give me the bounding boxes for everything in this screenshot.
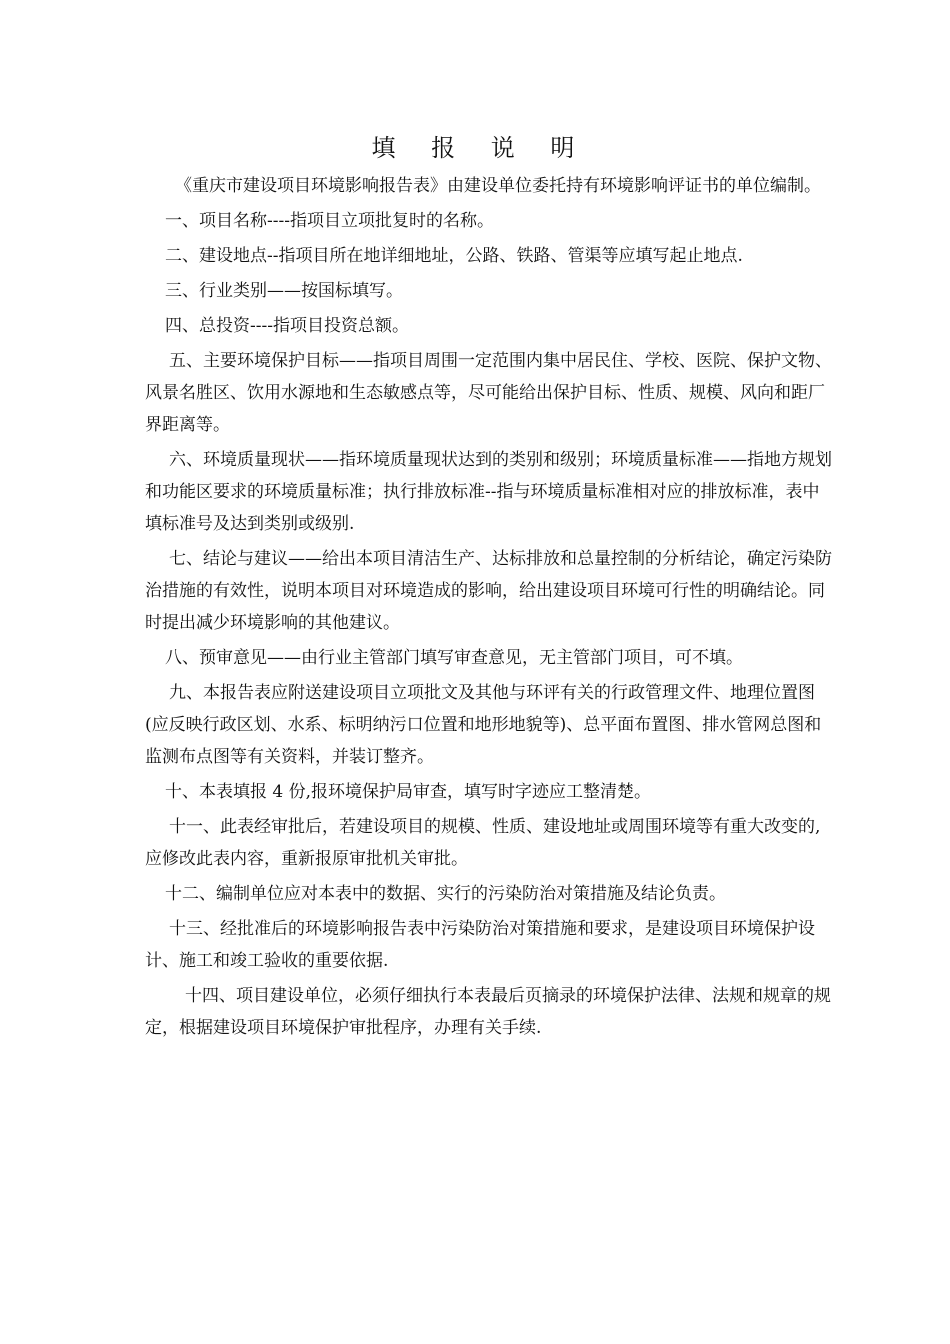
- instruction-paragraph: 八、预审意见——由行业主管部门填写审查意见，无主管部门项目，可不填。: [165, 648, 743, 668]
- instruction-paragraph: 十三、经批准后的环境影响报告表中污染防治对策措施和要求，是建设项目环境保护设计、施工和竣工验收的重要依据.: [145, 919, 815, 971]
- instruction-paragraph: 《重庆市建设项目环境影响报告表》由建设单位委托持有环境影响评证书的单位编制。: [175, 176, 821, 196]
- instruction-paragraph: 五、主要环境保护目标——指项目周围一定范围内集中居民住、学校、医院、保护文物、风景名胜区、饮用水源地和生态敏感点等，尽可能给出保护目标、性质、规模、风向和距厂界距离等。: [145, 351, 832, 435]
- instruction-paragraph: 六、环境质量现状——指环境质量现状达到的类别和级别；环境质量标准——指地方规划和功能区要求的环境质量标准；执行排放标准--指与环境质量标准相对应的排放标准，表中填标准号及达到类别或级别.: [145, 450, 832, 534]
- instruction-paragraph: 一、项目名称----指项目立项批复时的名称。: [165, 211, 494, 231]
- page-title: 填 报 说 明: [371, 134, 589, 162]
- instruction-paragraph: 七、结论与建议——给出本项目清洁生产、达标排放和总量控制的分析结论，确定污染防治措施的有效性，说明本项目对环境造成的影响，给出建设项目环境可行性的明确结论。同时提出减少环境影响的其他建议。: [145, 549, 832, 633]
- instruction-paragraph: 二、建设地点--指项目所在地详细地址，公路、铁路、管渠等应填写起止地点.: [165, 246, 743, 266]
- instructions-body: [145, 170, 835, 1047]
- instruction-paragraph: 四、总投资----指项目投资总额。: [165, 316, 409, 336]
- instruction-paragraph: 九、本报告表应附送建设项目立项批文及其他与环评有关的行政管理文件、地理位置图(应反映行政区划、水系、标明纳污口位置和地形地貌等)、总平面布置图、排水管网总图和监测布点图等有关资料，并装订整齐。: [145, 683, 822, 767]
- instruction-paragraph: 十一、此表经审批后，若建设项目的规模、性质、建设地址或周围环境等有重大改变的,应修改此表内容，重新报原审批机关审批。: [145, 817, 821, 869]
- instruction-paragraph: 十二、编制单位应对本表中的数据、实行的污染防治对策措施及结论负责。: [165, 884, 726, 904]
- instruction-paragraph: 十四、项目建设单位，必须仔细执行本表最后页摘录的环境保护法律、法规和规章的规定，根据建设项目环境保护审批程序，办理有关手续.: [145, 986, 831, 1038]
- instruction-paragraph: 三、行业类别——按国标填写。: [165, 281, 403, 301]
- instruction-paragraph: 十、本表填报 4 份,报环境保护局审查，填写时字迹应工整清楚。: [165, 782, 652, 802]
